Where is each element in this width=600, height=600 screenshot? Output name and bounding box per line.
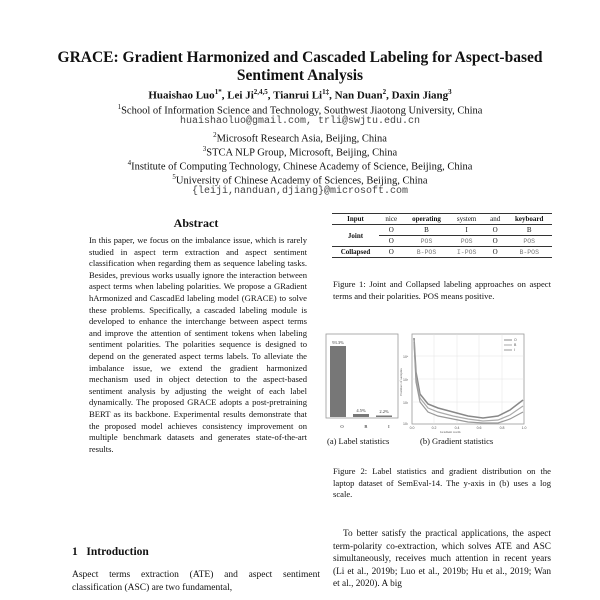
svg-text:0.6: 0.6 <box>476 426 482 430</box>
figure-1-caption: Figure 1: Joint and Collapsed labeling approaches on aspect terms and their polarities. POS means positive. <box>333 279 551 301</box>
affiliation-5: $^5$University of Chinese Academy of Sciences, Beijing, China <box>172 173 428 187</box>
affiliation-2: $^2$Microsoft Research Asia, Beijing, China <box>213 131 387 145</box>
figure-2b-xlabel: Gradient norm <box>440 430 461 434</box>
figure-2a-subcaption: (a) Label statistics <box>327 436 390 446</box>
figure-2a-x-labels: O B I <box>340 424 390 429</box>
abstract-text: In this paper, we focus on the imbalance issue, which is rarely studied in aspect term extraction and aspect sentiment classification when regarding them as sequence labeling tasks. Besides, previous works usually ignore the interaction between aspect terms when labeling polarities. We propose a GRadient hArmonized and CascadEd labeling model (GRACE) to solve these problems. Specifically, a cascaded labeling module is developed to enhance the interchange between aspect terms and improve the attention of sentiment tokens when labeling sentiment polarities. The polarities sequence is designed to depend on the generated aspect terms labels. To alleviate the imbalance issue, we extend the gradient harmonized mechanism used in object detection to the aspect-based sentiment analysis by adjusting the weight of each label dynamically. The proposed GRACE adopts a post-pretraining BERT as its backbone. Experimental results demonstrate that the proposed model achieves consistency improvement on multiple benchmark datasets and generates state-of-the-art results. <box>89 235 307 454</box>
svg-text:10²: 10² <box>403 401 409 405</box>
svg-text:1.0: 1.0 <box>521 426 527 430</box>
figure-1-table: Input nice operating system and keyboard Joint O B I O B O POS POS O POS Collapsed O B-POS I-POS O B-POS <box>332 213 552 258</box>
svg-text:10⁴: 10⁴ <box>403 355 409 359</box>
author-list: Huaishao Luo$^{1*}$, Lei Ji$^{2,4,5}$, Tianrui $Li^{1\ddagger}$, Nan Duan$^2$, Daxin Jiang$^3$ <box>148 88 452 102</box>
affiliation-3: $^3$STCA NLP Group, Microsoft, Beijing, China <box>202 145 398 159</box>
affiliation-1: $^1$School of Information Science and Technology, Southwest Jiaotong University, China <box>117 103 483 117</box>
section-heading-introduction: 1 Introduction <box>72 546 149 558</box>
figure-2b-subcaption: (b) Gradient statistics <box>420 436 494 446</box>
paper-title: GRACE: Gradient Harmonized and Cascaded Labeling for Aspect-based Sentiment Analysis <box>57 49 543 84</box>
svg-text:10³: 10³ <box>403 378 409 382</box>
figure-2b-line-chart <box>398 332 530 432</box>
svg-text:4.5%: 4.5% <box>356 408 366 413</box>
figure-2a-bar-chart <box>325 333 400 423</box>
abstract-heading: Abstract <box>173 216 219 230</box>
svg-text:0.4: 0.4 <box>454 426 460 430</box>
affiliation-4: $^4$Institute of Computing Technology, Chinese Academy of Science, Beijing, China <box>127 159 473 173</box>
email-2: {leiji,nanduan,djiang}@microsoft.com <box>191 186 409 197</box>
svg-text:0.2: 0.2 <box>431 426 437 430</box>
svg-text:I: I <box>514 348 515 352</box>
svg-text:0.8: 0.8 <box>499 426 505 430</box>
svg-text:O: O <box>514 338 517 342</box>
svg-text:Number of samples: Number of samples <box>399 368 403 396</box>
intro-text: Aspect terms extraction (ATE) and aspect sentiment classification (ASC) are two fundamental, <box>72 570 320 593</box>
svg-text:2.2%: 2.2% <box>379 409 389 414</box>
svg-text:93.3%: 93.3% <box>332 340 344 345</box>
email-1: huaishaoluo@gmail.com, trli@swjtu.edu.cn <box>179 116 421 127</box>
svg-text:10¹: 10¹ <box>403 422 409 426</box>
right-column-text: To better satisfy the practical applications, the aspect term-polarity co-extraction, which solves ATE and ASC simultaneously, receives much attention in recent years (Li et al., 2019b; Luo et al., 2019b; Hu et al., 2019; Wan et al., 2020). A big <box>333 529 551 589</box>
svg-text:0.0: 0.0 <box>409 426 415 430</box>
figure-2-caption: Figure 2: Label statistics and gradient distribution on the laptop dataset of SemEval-14. The y-axis in (b) uses a log scale. <box>333 466 551 499</box>
svg-text:B: B <box>514 343 517 347</box>
